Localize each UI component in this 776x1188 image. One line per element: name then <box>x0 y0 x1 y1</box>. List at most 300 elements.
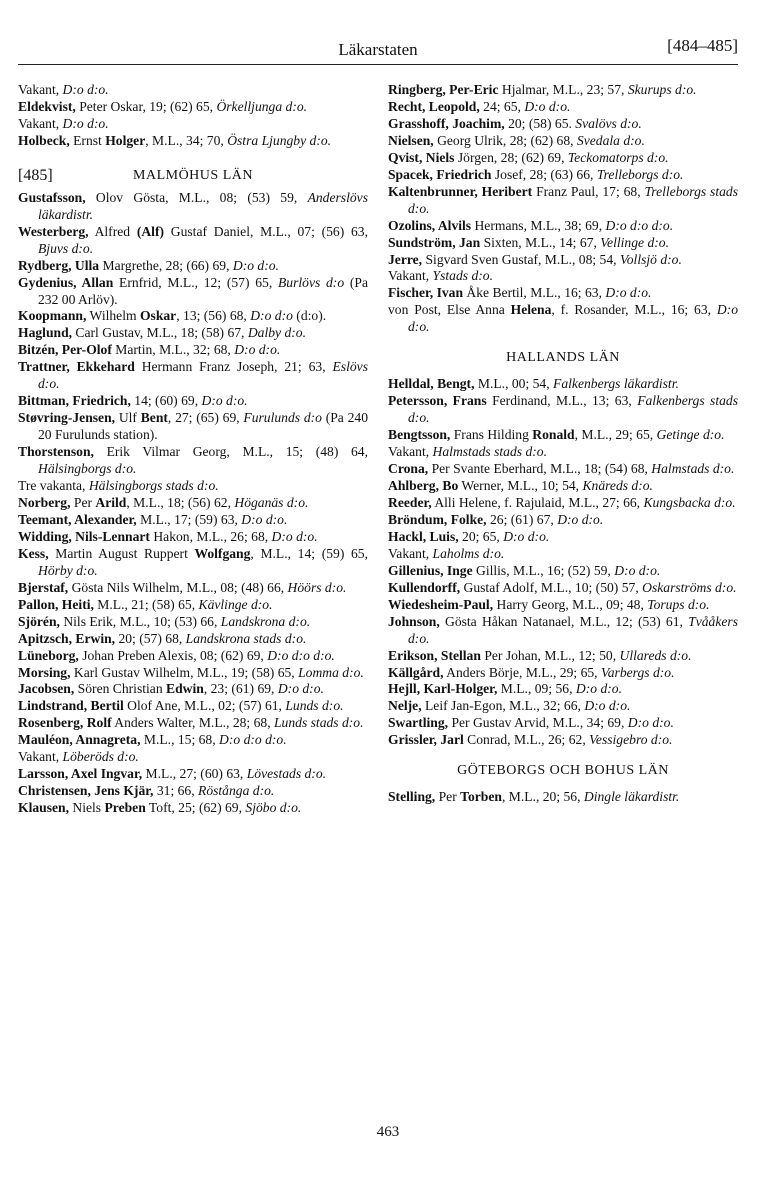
entry-text: M.L., 09; 56, <box>497 681 576 697</box>
entry-text: D:o d:o. <box>62 115 109 131</box>
entry-text: Per <box>435 789 461 805</box>
entry-text: Halmstads stads d:o. <box>432 444 547 460</box>
entry-text: Vakant, <box>18 82 63 97</box>
list-item <box>18 681 368 698</box>
entry-text: Gillis, M.L., 16; (52) 59, <box>472 562 615 578</box>
entry-text: Ronald <box>532 427 575 443</box>
entry-text: Höganäs d:o. <box>234 494 309 510</box>
entry-text: Hälsingborgs d:o. <box>38 461 137 477</box>
entry-text: D:o d:o d:o. <box>219 732 287 748</box>
list-item <box>388 150 738 167</box>
list-item <box>18 478 368 495</box>
entry-text: Källgård, <box>388 664 444 680</box>
entry-text: Falkenbergs stads d:o. <box>408 393 738 426</box>
entry-text: Jörgen, 28; (62) 69, <box>454 149 568 165</box>
entry-text: Alli Helene, f. Rajulaid, M.L., 27; 66, <box>431 494 644 510</box>
entry-text: Trelleborgs stads d:o. <box>408 183 738 216</box>
entry-text: Vollsjö d:o. <box>619 251 682 267</box>
entry-text: Johan Preben Alexis, 08; (62) 69, <box>78 647 268 663</box>
entry-text: Hälsingborgs stads d:o. <box>88 478 219 494</box>
entry-text: Laholms d:o. <box>432 545 505 561</box>
list-item <box>388 580 738 597</box>
entry-text: Kullendorff, <box>388 579 461 595</box>
entry-text: Getinge d:o. <box>656 427 725 443</box>
header-rule <box>18 64 738 65</box>
entry-text: Röstånga d:o. <box>198 783 275 799</box>
entry-text: D:o d:o. <box>234 342 281 358</box>
list-item <box>388 82 738 99</box>
entry-text: Helena <box>510 302 552 318</box>
list-item <box>388 648 738 665</box>
list-item <box>18 597 368 614</box>
entry-text: Christensen, Jens Kjär, <box>18 783 154 799</box>
list-item <box>388 99 738 116</box>
entry-text: M.L., 15; 68, <box>140 732 220 748</box>
entry-text: Sjöbo d:o. <box>245 800 302 816</box>
entry-text: Gösta Nils Wilhelm, M.L., 08; (48) 66, <box>68 579 288 595</box>
entry-list <box>18 82 368 150</box>
entry-text: Anderslövs läkardistr. <box>38 189 368 222</box>
list-item <box>388 597 738 614</box>
entry-text: Bengtsson, <box>388 427 451 443</box>
entry-text: Holger <box>105 132 146 148</box>
entry-text: Holbeck, <box>18 132 70 148</box>
list-item <box>388 698 738 715</box>
entry-text: Harry Georg, M.L., 09; 48, <box>493 596 648 612</box>
entry-text: Oskarströms d:o. <box>642 579 737 595</box>
entry-text: Crona, <box>388 461 429 477</box>
entry-text: Bitzén, Per-Olof <box>18 342 112 358</box>
entry-text: Vellinge d:o. <box>600 234 669 250</box>
entry-text: 20; (57) 68, <box>115 630 186 646</box>
entry-text: Ernst <box>69 132 106 148</box>
list-item <box>18 580 368 597</box>
entry-text: Olov Gösta, M.L., 08; (53) 59, <box>85 189 308 205</box>
entry-text: Åke Bertil, M.L., 16; 63, <box>463 285 606 301</box>
section-heading-halland <box>388 350 738 368</box>
entry-text: Tvååkers d:o. <box>408 613 738 646</box>
entry-text: Qvist, Niels <box>388 149 455 165</box>
entry-text: Grasshoff, Joachim, <box>388 115 505 131</box>
entry-text: 26; (61) 67, <box>486 511 558 527</box>
entry-text: D:o d:o. <box>575 681 622 697</box>
section-title: MALMÖHUS LÄN <box>133 167 253 183</box>
entry-text: Ulf <box>115 410 141 426</box>
entry-text: Lindstrand, Bertil <box>18 698 124 714</box>
entry-text: Teemant, Alexander, <box>18 511 137 527</box>
entry-text: Halmstads d:o. <box>651 461 735 477</box>
entry-text: D:o d:o. <box>503 528 550 544</box>
entry-text: Gydenius, Allan <box>18 274 114 290</box>
entry-list <box>18 190 368 817</box>
list-item <box>18 665 368 682</box>
list-item <box>18 258 368 275</box>
entry-text: Svalövs d:o. <box>575 115 642 131</box>
entry-text: Per Johan, M.L., 12; 50, <box>480 647 620 663</box>
entry-text: Örkelljunga d:o. <box>216 98 308 114</box>
entry-text: D:o d:o. <box>627 715 674 731</box>
list-item <box>388 268 738 285</box>
entry-text: Conrad, M.L., 26; 62, <box>463 732 590 748</box>
entry-text: Lövestads d:o. <box>246 766 327 782</box>
list-item <box>388 285 738 302</box>
entry-text: Toft, 25; (62) 69, <box>145 800 246 816</box>
entry-text: Bittman, Friedrich, <box>18 393 131 409</box>
entry-text: Lunds stads d:o. <box>274 715 364 731</box>
entry-text: Leif Jan-Egon, M.L., 32; 66, <box>421 698 585 714</box>
entry-text: Landskrona d:o. <box>220 613 311 629</box>
entry-text: , 13; (56) 68, <box>176 308 251 324</box>
entry-text: D:o d:o <box>250 308 293 324</box>
entry-text: 14; (60) 69, <box>130 393 202 409</box>
entry-text: (d:o). <box>292 308 327 324</box>
entry-text: Niels <box>69 800 105 816</box>
list-item <box>18 190 368 224</box>
list-item <box>18 82 368 99</box>
entry-text: Anders Börje, M.L., 29; 65, <box>443 664 601 680</box>
entry-text: Torups d:o. <box>647 596 710 612</box>
right-column <box>388 82 738 806</box>
entry-text: Eldekvist, <box>18 98 76 114</box>
list-item <box>388 427 738 444</box>
entry-text: Widding, Nils-Lennart <box>18 528 150 544</box>
entry-text: Hackl, Luis, <box>388 528 459 544</box>
entry-text: Haglund, <box>18 325 73 341</box>
list-item <box>388 376 738 393</box>
entry-text: Svedala d:o. <box>576 132 645 148</box>
entry-text: D:o d:o. <box>201 393 248 409</box>
list-item <box>18 99 368 116</box>
entry-text: Dingle läkardistr. <box>583 789 680 805</box>
list-item <box>18 529 368 546</box>
entry-text: Tre vakanta, <box>18 478 89 494</box>
entry-text: Anders Walter, M.L., 28; 68, <box>111 715 274 731</box>
entry-text: Hermann Franz Joseph, 21; 63, <box>134 359 333 375</box>
list-item <box>18 766 368 783</box>
entry-text: Höörs d:o. <box>287 579 347 595</box>
entry-text: Trattner, Ekkehard <box>18 359 135 375</box>
list-item <box>388 116 738 133</box>
list-item <box>18 800 368 817</box>
entry-text: Carl Gustav, M.L., 18; (58) 67, <box>72 325 248 341</box>
list-item <box>388 529 738 546</box>
entry-text: Varbergs d:o. <box>600 664 675 680</box>
entry-text: Hejll, Karl-Holger, <box>388 681 498 697</box>
entry-text: Erik Vilmar Georg, M.L., 15; (48) 64, <box>93 444 368 460</box>
entry-text: Nils Erik, M.L., 10; (53) 66, <box>59 613 221 629</box>
entry-text: Gustaf Adolf, M.L., 10; (50) 57, <box>460 579 643 595</box>
entry-text: Georg Ulrik, 28; (62) 68, <box>433 132 577 148</box>
list-item <box>388 563 738 580</box>
list-item <box>388 444 738 461</box>
section-number: [485] <box>18 166 53 184</box>
entry-text: Falkenbergs läkardistr. <box>553 376 679 392</box>
list-item <box>18 512 368 529</box>
list-item <box>18 308 368 325</box>
list-item <box>18 749 368 766</box>
entry-text: , M.L., 18; (56) 62, <box>126 494 235 510</box>
entry-text: Torben <box>460 789 502 805</box>
entry-text: Norberg, <box>18 494 71 510</box>
entry-text: 31; 66, <box>153 783 199 799</box>
entry-text: Martin, M.L., 32; 68, <box>111 342 235 358</box>
entry-text: 20; (58) 65. <box>504 115 576 131</box>
entry-text: Olof Ane, M.L., 02; (57) 61, <box>123 698 286 714</box>
entry-text: Nelje, <box>388 698 422 714</box>
list-item <box>18 133 368 150</box>
list-item <box>18 698 368 715</box>
entry-text: Morsing, <box>18 664 71 680</box>
entry-text: D:o d:o. <box>271 528 318 544</box>
entry-text: Teckomatorps d:o. <box>567 149 669 165</box>
entry-text: Kaltenbrunner, Heribert <box>388 183 533 199</box>
entry-text: , M.L., 14; (59) 65, <box>250 545 368 561</box>
list-item <box>388 461 738 478</box>
list-item <box>388 512 738 529</box>
entry-text: Jacobsen, <box>18 681 75 697</box>
list-item <box>388 665 738 682</box>
entry-text: Vakant, <box>388 444 433 460</box>
entry-text: Vakant, <box>18 749 63 765</box>
entry-text: Hakon, M.L., 26; 68, <box>149 528 272 544</box>
list-item <box>388 732 738 749</box>
list-item <box>388 302 738 336</box>
entry-text: Martin August Ruppert <box>48 545 195 561</box>
list-item <box>388 681 738 698</box>
entry-text: Arild <box>95 494 127 510</box>
entry-text: , f. Rosander, M.L., 16; 63, <box>551 302 717 318</box>
entry-text: D:o d:o. <box>557 511 604 527</box>
entry-text: D:o d:o. <box>62 82 109 97</box>
entry-text: Helldal, Bengt, <box>388 376 475 392</box>
entry-text: Rosenberg, Rolf <box>18 715 112 731</box>
list-item <box>18 546 368 580</box>
list-item <box>18 116 368 133</box>
entry-text: M.L., 00; 54, <box>474 376 554 392</box>
list-item <box>18 732 368 749</box>
entry-text: Westerberg, <box>18 223 89 239</box>
list-item <box>388 495 738 512</box>
entry-list <box>388 789 738 806</box>
entry-text: Josef, 28; (63) 66, <box>491 166 597 182</box>
list-item <box>18 631 368 648</box>
entry-text: Gustafsson, <box>18 189 86 205</box>
entry-text: Bröndum, Folke, <box>388 511 487 527</box>
list-item <box>388 133 738 150</box>
entry-text: Furulunds d:o <box>243 410 322 426</box>
entry-text: Oskar <box>139 308 177 324</box>
entry-text: Hermans, M.L., 38; 69, <box>471 217 606 233</box>
entry-text: Frans Hilding <box>450 427 533 443</box>
entry-text: Ozolins, Alvils <box>388 217 472 233</box>
list-item <box>18 495 368 512</box>
entry-text: Lüneborg, <box>18 647 79 663</box>
list-item <box>388 393 738 427</box>
list-item <box>388 252 738 269</box>
entry-text: , M.L., 20; 56, <box>501 789 584 805</box>
entry-text: D:o d:o. <box>614 562 661 578</box>
entry-text: Burlövs d:o <box>277 274 345 290</box>
entry-text: , M.L., 34; 70, <box>145 132 228 148</box>
entry-text: M.L., 27; (60) 63, <box>142 766 247 782</box>
list-item <box>388 184 738 218</box>
entry-text: Eslövs d:o. <box>38 359 368 392</box>
entry-text: Werner, M.L., 10; 54, <box>458 478 583 494</box>
entry-text: D:o d:o. <box>605 285 652 301</box>
entry-text: 20; 65, <box>458 528 504 544</box>
entry-text: , M.L., 29; 65, <box>574 427 657 443</box>
entry-text: Ystads d:o. <box>432 268 493 284</box>
entry-text: Trelleborgs d:o. <box>596 166 684 182</box>
entry-text: Margrethe, 28; (66) 69, <box>99 257 233 273</box>
entry-text: Erikson, Stellan <box>388 647 481 663</box>
entry-text: Ahlberg, Bo <box>388 478 459 494</box>
entry-text: Franz Paul, 17; 68, <box>532 183 645 199</box>
list-item <box>388 218 738 235</box>
list-item <box>388 546 738 563</box>
page-header <box>18 36 738 62</box>
entry-text: (Alf) <box>136 223 165 239</box>
section-range: [484–485] <box>667 36 738 55</box>
entry-text: Dalby d:o. <box>247 325 306 341</box>
running-title: Läkarstaten <box>338 40 418 59</box>
entry-text: Lomma d:o. <box>298 664 364 680</box>
entry-text: Larsson, Axel Ingvar, <box>18 766 143 782</box>
list-item <box>18 359 368 393</box>
entry-text: M.L., 17; (59) 63, <box>136 511 242 527</box>
entry-text: Thorstenson, <box>18 444 94 460</box>
entry-text: D:o d:o. <box>241 511 288 527</box>
entry-text: Sjörén, <box>18 613 60 629</box>
entry-text: Sundström, Jan <box>388 234 481 250</box>
entry-text: Mauléon, Annagreta, <box>18 732 141 748</box>
entry-text: Nielsen, <box>388 132 434 148</box>
entry-text: Lunds d:o. <box>285 698 344 714</box>
entry-text: Vakant, <box>18 115 63 131</box>
entry-text: Kungsbacka d:o. <box>643 494 736 510</box>
entry-text: D:o d:o. <box>584 698 631 714</box>
entry-text: Hörby d:o. <box>38 562 98 578</box>
section-title: GÖTEBORGS OCH BOHUS LÄN <box>457 763 669 779</box>
entry-text: Swartling, <box>388 715 449 731</box>
entry-text: Pallon, Heiti, <box>18 596 94 612</box>
list-item <box>18 715 368 732</box>
entry-text: Recht, Leopold, <box>388 98 480 114</box>
entry-text: Støvring-Jensen, <box>18 410 116 426</box>
entry-text: Peter Oskar, 19; (62) 65, <box>75 98 217 114</box>
entry-text: Per <box>70 494 96 510</box>
entry-text: Vakant, <box>388 545 433 561</box>
entry-text: D:o d:o. <box>232 257 279 273</box>
entry-text: Spacek, Friedrich <box>388 166 492 182</box>
entry-text: Ernfrid, M.L., 12; (57) 65, <box>113 274 278 290</box>
entry-text: Kess, <box>18 545 49 561</box>
entry-text: Ullareds d:o. <box>619 647 692 663</box>
list-item <box>388 614 738 648</box>
entry-text: Wolfgang <box>194 545 251 561</box>
entry-text: Hjalmar, M.L., 23; 57, <box>498 82 628 97</box>
entry-text: Gillenius, Inge <box>388 562 473 578</box>
entry-text: Knäreds d:o. <box>582 478 653 494</box>
entry-text: Kävlinge d:o. <box>198 596 273 612</box>
entry-text: Löberöds d:o. <box>62 749 139 765</box>
entry-text: Rydberg, Ulla <box>18 257 100 273</box>
entry-text: Koopmann, <box>18 308 87 324</box>
list-item <box>18 275 368 309</box>
section-title: HALLANDS LÄN <box>506 350 620 366</box>
entry-list <box>388 82 738 336</box>
list-item <box>18 325 368 342</box>
entry-text: Jerre, <box>388 251 423 267</box>
list-item <box>18 648 368 665</box>
entry-text: Sigvard Sven Gustaf, M.L., 08; 54, <box>422 251 620 267</box>
list-item <box>388 715 738 732</box>
entry-text: Preben <box>104 800 146 816</box>
entry-text: Bjerstaf, <box>18 579 69 595</box>
entry-text: D:o d:o. <box>408 302 738 335</box>
list-item <box>388 167 738 184</box>
entry-text: Bjuvs d:o. <box>38 240 94 256</box>
entry-text: Edwin <box>166 681 204 697</box>
list-item <box>18 393 368 410</box>
entry-text: (Pa 232 00 Arlöv). <box>38 274 369 307</box>
entry-text: Gösta Håkan Natanael, M.L., 12; (53) 61, <box>439 613 689 629</box>
entry-text: Petersson, Frans <box>388 393 487 409</box>
entry-text: Ringberg, Per-Eric <box>388 82 499 97</box>
entry-text: Vakant, <box>388 268 433 284</box>
list-item <box>388 789 738 806</box>
entry-text: Östra Ljungby d:o. <box>227 132 332 148</box>
entry-text: Alfred <box>88 223 137 239</box>
entry-text: Johnson, <box>388 613 440 629</box>
entry-text: Per Svante Eberhard, M.L., 18; (54) 68, <box>428 461 652 477</box>
entry-text: Grissler, Jarl <box>388 732 464 748</box>
entry-text: D:o d:o d:o. <box>267 647 335 663</box>
entry-text: Bent <box>140 410 168 426</box>
entry-text: Fischer, Ivan <box>388 285 464 301</box>
entry-text: D:o d:o. <box>524 98 571 114</box>
list-item <box>18 614 368 631</box>
entry-text: Vessigebro d:o. <box>589 732 673 748</box>
entry-text: , 23; (61) 69, <box>203 681 278 697</box>
entry-text: Karl Gustav Wilhelm, M.L., 19; (58) 65, <box>70 664 299 680</box>
page-number: 463 <box>376 1124 400 1140</box>
entry-text: von Post, Else Anna <box>388 302 511 318</box>
entry-text: Wiedesheim-Paul, <box>388 596 494 612</box>
list-item <box>18 783 368 800</box>
left-column <box>18 82 368 817</box>
entry-text: D:o d:o d:o. <box>605 217 674 233</box>
list-item <box>18 342 368 359</box>
entry-text: (Pa 240 20 Furulunds station). <box>38 410 369 443</box>
entry-text: Sören Christian <box>74 681 167 697</box>
entry-text: Skurups d:o. <box>627 82 697 97</box>
section-heading-malmohus <box>18 168 368 186</box>
entry-text: Sixten, M.L., 14; 67, <box>480 234 601 250</box>
entry-text: , 27; (65) 69, <box>167 410 244 426</box>
list-item <box>388 235 738 252</box>
list-item <box>18 224 368 258</box>
entry-text: Wilhelm <box>86 308 140 324</box>
entry-text: Apitzsch, Erwin, <box>18 630 116 646</box>
entry-text: Ferdinand, M.L., 13; 63, <box>486 393 638 409</box>
entry-text: 24; 65, <box>479 98 525 114</box>
list-item <box>18 444 368 478</box>
entry-text: Klausen, <box>18 800 69 816</box>
entry-text: Reeder, <box>388 494 432 510</box>
entry-text: Gustaf Daniel, M.L., 07; (56) 63, <box>164 223 368 239</box>
section-heading-goteborg <box>388 763 738 781</box>
